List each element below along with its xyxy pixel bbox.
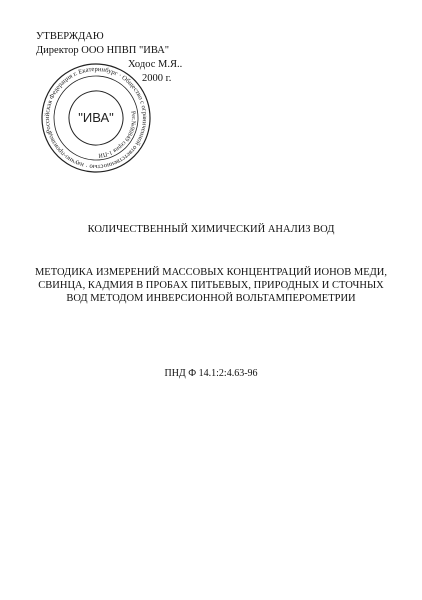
approval-signer: Ходос М.Я.. [128,59,183,70]
method-title-line-2: СВИНЦА, КАДМИЯ В ПРОБАХ ПИТЬЕВЫХ, ПРИРОДНЫХ И СТОЧНЫХ [38,280,384,291]
seal-ring-textpath: Российская Федерация г. Екатеринбург · Общество с ограниченной ответственностью · научно-производственное [43,65,149,171]
method-title-line-1: МЕТОДИКА ИЗМЕРЕНИЙ МАССОВЫХ КОНЦЕНТРАЦИЙ ИОНОВ МЕДИ, [34,267,388,278]
approval-position: Директор ООО НПВП "ИВА" [36,45,170,56]
section-title: КОЛИЧЕСТВЕННЫЙ ХИМИЧЕСКИЙ АНАЛИЗ ВОД [87,224,335,235]
approval-date: 2000 г. [142,73,172,84]
document-code: ПНД Ф 14.1:2:4.63-96 [164,368,258,379]
method-title [20,266,402,305]
company-seal [40,62,152,174]
seal-reg-textpath: Рег.№00849 серия 1-ПИ [97,110,137,158]
method-title-line-3: ВОД МЕТОДОМ ИНВЕРСИОННОЙ ВОЛЬТАМПЕРОМЕТРИИ [66,293,356,304]
seal-graphic [40,62,152,174]
seal-center-text: "ИВА" [78,110,114,125]
approval-heading: УТВЕРЖДАЮ [36,31,104,42]
